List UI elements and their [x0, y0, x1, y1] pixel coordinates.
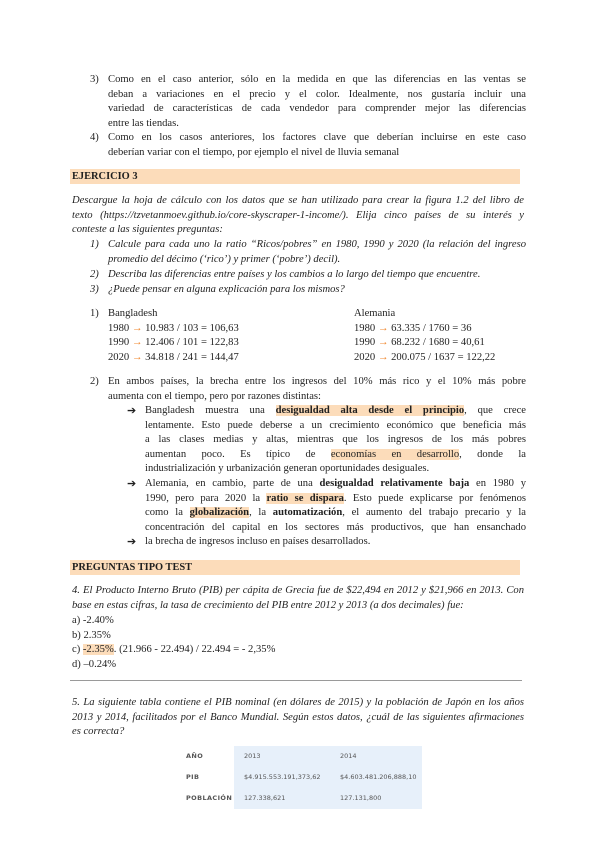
table-header-row	[176, 746, 422, 767]
text-line: Calcule para cada uno la ratio “Ricos/pobres” en 1980, 1990 y 2020 (la relación del ingreso	[108, 239, 526, 250]
bullet-brecha: la brecha de ingresos incluso en países desarrollados.	[145, 536, 371, 547]
question-1	[108, 238, 526, 267]
row-label: PIB	[186, 773, 200, 782]
text-line: aumenta con el tiempo, pero por razones distintas:	[108, 390, 321, 402]
option-d: d) –0.24%	[72, 658, 117, 670]
answer-number: 1)	[90, 308, 99, 319]
exercise-intro	[72, 194, 524, 238]
answer-2-intro	[108, 375, 526, 404]
text-line: texto (https://tzvetanmoev.github.io/core-skyscraper-1-income/). Elija cinco países de su interés y	[72, 209, 524, 221]
ratio-year: 1990	[354, 337, 376, 349]
question-number: 3)	[90, 284, 99, 295]
ratio-calc: 68.232 / 1680 = 40,61	[391, 337, 485, 349]
table-cell: 127.131,800	[330, 788, 422, 809]
question-4-options	[72, 614, 524, 672]
highlight: economías en desarrollo	[330, 448, 460, 460]
text-line: promedio del décimo (‘rico’) y primer (‘pobre’) decil).	[108, 253, 341, 265]
row-label: POBLACIÓN	[186, 794, 233, 803]
text-line: Descargue la hoja de cálculo con los datos que se han utilizado para crear la figura 1.2 del libro de	[72, 195, 524, 206]
text: , la	[249, 507, 273, 519]
correct-answer-highlight: -2.35%	[82, 644, 114, 656]
ratio-calc: 200.075 / 1637 = 122,22	[391, 351, 496, 363]
emphasis: automatización	[272, 507, 343, 519]
answer-number: 2)	[90, 376, 99, 387]
text-line	[145, 492, 526, 507]
text-line	[145, 477, 526, 492]
text-line	[145, 404, 526, 419]
question-5	[72, 696, 524, 740]
table-header-cell: 2013	[234, 746, 330, 767]
text-line: entre las tiendas.	[108, 117, 179, 129]
ratio-year: 1980	[354, 322, 376, 334]
bullet-bangladesh	[145, 404, 526, 477]
text: , que crece	[464, 405, 526, 416]
arrow-bullet-icon: ➔	[127, 405, 137, 417]
arrow-bullet-icon: ➔	[127, 478, 137, 490]
highlight: ratio se dispara	[266, 492, 344, 504]
ratio-row	[354, 336, 554, 351]
text-line: Como en los casos anteriores, los factores clave que deberían incluirse en este caso	[108, 132, 526, 143]
ratio-row	[108, 351, 308, 366]
question-2: Describa las diferencias entre países y los cambios a lo largo del tiempo que encuentre.	[108, 269, 481, 280]
text-line: 4. El Producto Interno Bruto (PIB) per cápita de Grecia fue de $22,494 en 2012 y $21,966 en 2013. Con	[72, 585, 524, 596]
table-header-cell: AÑO	[186, 752, 204, 761]
arrow-icon: →	[377, 337, 389, 349]
ratio-row	[354, 322, 554, 337]
question-number: 2)	[90, 269, 99, 280]
text-line: es correcta?	[72, 726, 125, 738]
text-line: 2013 y 2014, facilitados por el Banco Mundial. Según estos datos, ¿cuál de las siguientes afirmaciones	[72, 711, 524, 723]
highlight: globalización	[189, 507, 250, 519]
japan-gdp-table	[176, 746, 422, 809]
text-line: a las clases medias y altas, mientras que los ingresos de los más pobres	[145, 434, 526, 446]
table-row	[176, 767, 422, 788]
list-item-4	[108, 131, 526, 160]
ratio-year: 1980	[108, 322, 130, 334]
arrow-icon: →	[131, 351, 143, 363]
ratio-row	[108, 336, 308, 351]
text: 1990, pero para 2020 la	[145, 492, 267, 504]
text-line: lentamente. Esto puede deberse a un crecimiento económico que beneficia más	[145, 419, 526, 431]
text-line: variedad de características de cada vendedor para comprender mejor las diferencias	[108, 103, 526, 115]
alemania-block	[354, 307, 554, 365]
text: aumentan poco. Es típico de	[145, 448, 331, 460]
question-number: 1)	[90, 239, 99, 250]
option-a: a) -2.40%	[72, 615, 114, 626]
divider	[70, 680, 522, 681]
text-line	[145, 448, 526, 463]
option-calc: . (21.966 - 22.494) / 22.494 = - 2,35%	[113, 644, 276, 656]
text-line: industrialización y urbanización generan oportunidades desiguales.	[145, 463, 430, 475]
question-4	[72, 584, 524, 613]
table-cell: $4.915.553.191,373,62	[234, 767, 330, 788]
arrow-icon: →	[377, 322, 389, 334]
text: Alemania, en cambio, parte de una	[145, 478, 320, 489]
text-line: En ambos países, la brecha entre los ingresos del 10% más rico y el 10% más pobre	[108, 376, 526, 387]
section-heading-preguntas-test: PREGUNTAS TIPO TEST	[70, 560, 520, 575]
ratio-year: 2020	[108, 351, 130, 363]
bangladesh-block	[108, 307, 308, 365]
ratio-calc: 10.983 / 103 = 106,63	[145, 322, 239, 334]
question-3: ¿Puede pensar en alguna explicación para los mismos?	[108, 284, 345, 295]
emphasis: desigualdad relativamente baja	[319, 478, 470, 489]
text-line: deberían variar con el tiempo, por ejemplo el nivel de lluvia semanal	[108, 146, 400, 158]
text-line: Como en el caso anterior, sólo en la medida en que las diferencias en las ventas se	[108, 74, 526, 85]
text: Bangladesh muestra una	[145, 405, 276, 416]
text: como la	[145, 507, 190, 519]
ratio-year: 2020	[354, 351, 376, 363]
arrow-icon: →	[131, 322, 143, 334]
ratio-row	[354, 351, 554, 366]
arrow-icon: →	[131, 337, 143, 349]
text-line: base en estas cifras, la tasa de crecimiento del PIB entre 2012 y 2013 (a dos decimales) fue:	[72, 599, 464, 611]
list-number: 4)	[90, 132, 99, 143]
ratio-row	[108, 322, 308, 337]
text: en 1980 y	[469, 478, 526, 489]
text-line: deban a variaciones en el precio y el color. Idealmente, nos gustaría incluir una	[108, 88, 526, 100]
option-b: b) 2.35%	[72, 629, 111, 641]
ratio-calc: 12.406 / 101 = 122,83	[145, 337, 239, 349]
arrow-icon: →	[377, 351, 389, 363]
highlight: desigualdad alta desde el principio	[275, 405, 465, 416]
bullet-alemania	[145, 477, 526, 535]
list-item-3	[108, 73, 526, 131]
text: , el aumento del trabajo precario y la	[342, 507, 526, 519]
option-c	[72, 643, 524, 658]
table-header-cell: 2014	[330, 746, 422, 767]
text: . Esto puede explicarse por fenómenos	[343, 492, 526, 504]
section-heading-ejercicio-3: EJERCICIO 3	[70, 169, 520, 184]
text-line: 5. La siguiente tabla contiene el PIB nominal (en dólares de 2015) y la población de Japón en los años	[72, 697, 524, 708]
table-cell: 127.338,621	[234, 788, 330, 809]
ratio-calc: 63.335 / 1760 = 36	[391, 322, 472, 334]
text-line	[145, 506, 526, 521]
arrow-bullet-icon: ➔	[127, 536, 137, 548]
table-row	[176, 788, 422, 809]
ratio-year: 1990	[108, 337, 130, 349]
table-cell: $4.603.481.206,888,10	[330, 767, 422, 788]
text-line: conteste a las siguientes preguntas:	[72, 224, 223, 236]
list-number: 3)	[90, 74, 99, 85]
text-line: concentración del capital en los sectores más productivos, que han ensanchado	[145, 521, 526, 533]
option-letter: c)	[72, 644, 83, 656]
country-name: Alemania	[354, 308, 396, 319]
country-name: Bangladesh	[108, 308, 158, 319]
text: , donde la	[459, 448, 526, 460]
ratio-calc: 34.818 / 241 = 144,47	[145, 351, 239, 363]
